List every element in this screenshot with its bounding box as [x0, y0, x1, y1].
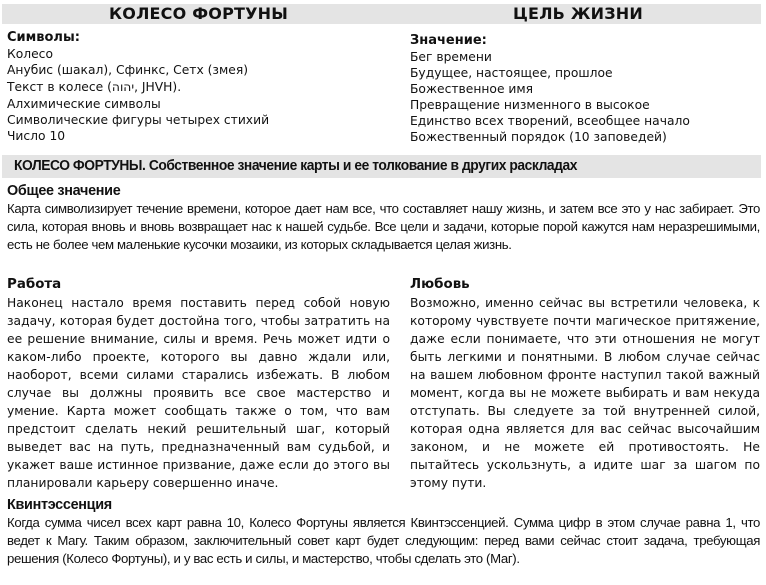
quintessence-text: Когда сумма чисел всех карт равна 10, Колесо Фортуны является Квинтэссенцией. Сумма цифр в этом случае равна 1, что ведет к Магу. Таким образом, заключительный совет карт будет следующим: перед вами сейчас стоит задача, требующая решения (Колесо Фортуны), и у вас есть и силы, и мастерство, чтобы сделать это (Маг).: [7, 515, 760, 566]
meaning-item: Божественный порядок (10 заповедей): [410, 130, 667, 144]
general-meaning-block: [7, 182, 760, 254]
symbols-heading: Символы:: [7, 30, 80, 45]
meaning-item: Бег времени: [410, 50, 492, 64]
meaning-item: Божественное имя: [410, 82, 534, 96]
meaning-column: [410, 32, 760, 145]
quintessence-heading: Квинтэссенция: [7, 497, 112, 513]
love-text: Возможно, именно сейчас вы встретили человека, к которому чувствуете почти магическое притяжение, даже если понимаете, что эти отношения не могут быть легкими и понятными. В любом случае сейчас на вашем любовном фронте наступил такой важный момент, когда вы не можете выбирать и вам некуда отступать. Вы следуете за той внутренней силой, которая одна является для вас сейчас высочайшим законом, и не можете ей противостоять. Не пытайтесь ускользнуть, а идите шаг за шагом по этому пути.: [410, 296, 760, 490]
general-text: Карта символизирует течение времени, которое дает нам все, что составляет нашу жизнь, и затем все это у нас забирает. Это сила, которая вновь и вновь возвращает нас к нашей судьбе. Все цели и задачи, которые порой кажутся нам неразрешимыми, есть не более чем маленькие кусочки мозаики, из которых складывается целая жизнь.: [7, 201, 760, 252]
general-heading: Общее значение: [7, 183, 121, 199]
card-title: КОЛЕСО ФОРТУНЫ: [108, 4, 289, 23]
symbol-item: Символические фигуры четырех стихий: [7, 113, 270, 127]
work-block: [7, 276, 390, 492]
symbols-column: [7, 29, 387, 144]
love-block: [410, 276, 760, 492]
meaning-item: Превращение низменного в высокое: [410, 98, 650, 112]
work-heading: Работа: [7, 277, 62, 292]
work-text: Наконец настало время поставить перед собой новую задачу, которая будет достойна того, чтобы затратить на ее решение внимание, силы и время. Речь может идти о каком-либо проекте, которого вы давно ждали или, наоборот, всеми силами старались избежать. В любом случае вы должны проявить все свое мастерство и умение. Карта может сообщать также о том, что вам предстоит сделать некий решительный шаг, который выведет вас на путь, предназначенный вам судьбой, и укажет ваше истинное призвание, даже если до этого вы планировали карьеру совершенно иначе.: [7, 296, 390, 490]
symbol-item: Текст в колесе (יהוה, JHVH).: [7, 80, 182, 94]
love-heading: Любовь: [410, 277, 470, 292]
meaning-item: Будущее, настоящее, прошлое: [410, 66, 613, 80]
section-title: КОЛЕСО ФОРТУНЫ. Собственное значение карты и ее толкование в других раскладах: [14, 158, 578, 174]
symbol-item: Алхимические символы: [7, 97, 161, 111]
symbol-item: Анубис (шакал), Сфинкс, Сетх (змея): [7, 63, 249, 77]
symbol-item: Число 10: [7, 129, 66, 143]
meaning-item: Единство всех творений, всеобщее начало: [410, 114, 690, 128]
quintessence-block: [7, 496, 760, 568]
life-goal-title: ЦЕЛЬ ЖИЗНИ: [513, 4, 643, 23]
meaning-heading: Значение:: [410, 33, 487, 48]
symbol-item: Колесо: [7, 47, 53, 61]
